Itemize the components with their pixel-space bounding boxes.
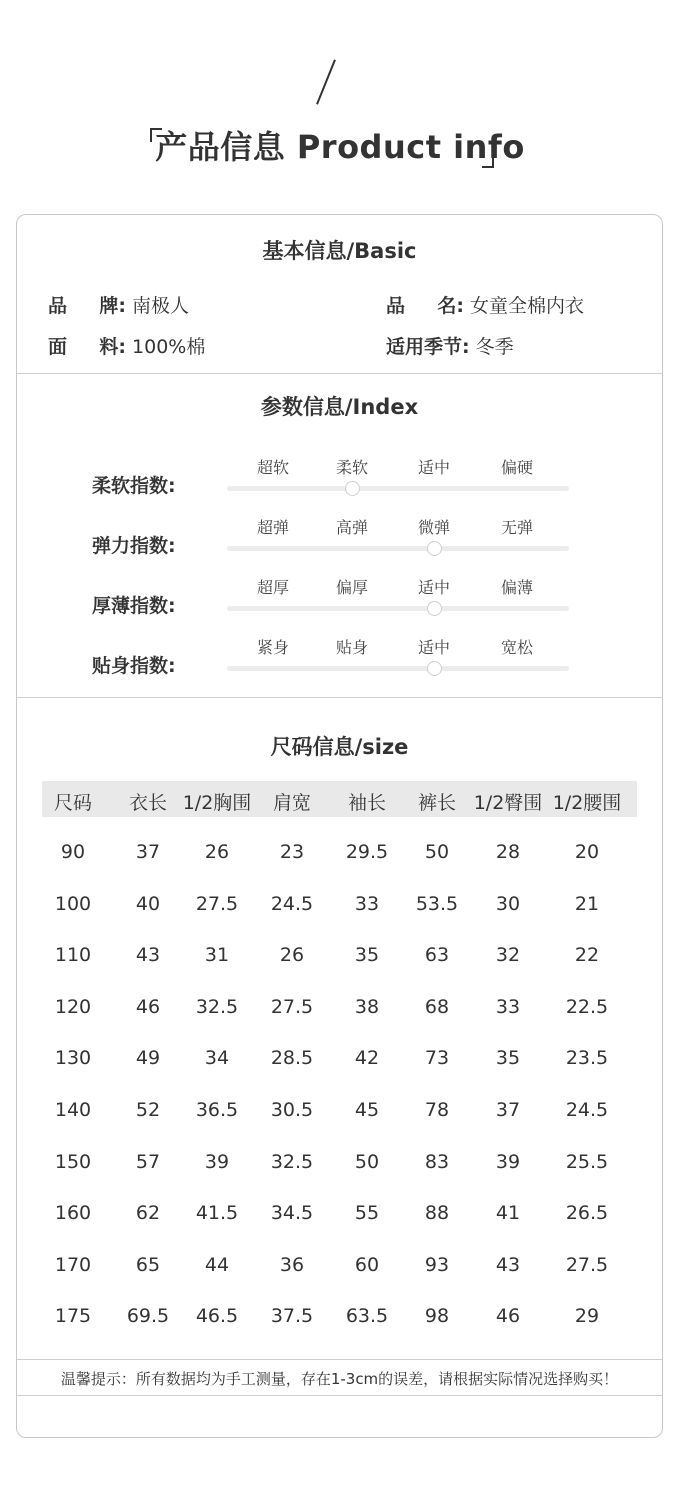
size-table-cell: 110 <box>54 944 92 966</box>
size-table-cell: 40 <box>135 893 161 915</box>
size-table-cell: 24.5 <box>270 893 314 915</box>
product-name-label: 品 名: <box>386 295 464 317</box>
index-option: 适中 <box>417 458 451 477</box>
size-table-cell: 22 <box>574 944 600 966</box>
size-section-title: 尺码信息/size <box>270 735 409 759</box>
season-label: 适用季节: <box>386 336 470 358</box>
size-table-cell: 20 <box>574 841 600 863</box>
size-table-cell: 30.5 <box>270 1099 314 1121</box>
brand-value: 南极人 <box>132 295 190 317</box>
size-table-cell: 26 <box>204 841 230 863</box>
size-table-cell: 130 <box>54 1047 92 1069</box>
index-slider-knob <box>427 601 442 616</box>
index-option: 适中 <box>417 578 451 597</box>
size-table-cell: 32.5 <box>195 996 239 1018</box>
size-table-cell: 45 <box>354 1099 380 1121</box>
size-table-cell: 35 <box>354 944 380 966</box>
decorative-slash <box>316 59 336 104</box>
size-table-cell: 65 <box>135 1254 161 1276</box>
product-name-row <box>386 291 584 318</box>
size-table-cell: 50 <box>354 1151 380 1173</box>
size-column-header: 1/2胸围 <box>182 792 252 814</box>
index-option: 偏厚 <box>335 578 369 597</box>
index-slider-track <box>227 666 569 671</box>
size-table-cell: 36 <box>279 1254 305 1276</box>
index-slider-knob <box>427 661 442 676</box>
size-table-cell: 41 <box>495 1202 521 1224</box>
size-table-cell: 26.5 <box>565 1202 609 1224</box>
size-table-cell: 140 <box>54 1099 92 1121</box>
size-table-cell: 22.5 <box>565 996 609 1018</box>
corner-bracket-close <box>482 154 494 168</box>
product-info-card <box>16 214 663 1438</box>
material-label: 面 料: <box>48 336 126 358</box>
index-option: 适中 <box>417 638 451 657</box>
size-table-cell: 27.5 <box>195 893 239 915</box>
index-slider-track <box>227 546 569 551</box>
product-name-value: 女童全棉内衣 <box>470 295 585 317</box>
size-table-cell: 33 <box>354 893 380 915</box>
index-slider-knob <box>427 541 442 556</box>
size-table-cell: 52 <box>135 1099 161 1121</box>
size-table-cell: 37.5 <box>270 1305 314 1327</box>
index-section-title: 参数信息/Index <box>260 395 419 419</box>
index-label: 弹力指数: <box>92 535 176 557</box>
page-title: 产品信息 Product info <box>155 128 525 166</box>
size-table-cell: 46 <box>135 996 161 1018</box>
size-table-cell: 63.5 <box>345 1305 389 1327</box>
index-slider-track <box>227 606 569 611</box>
size-column-header: 尺码 <box>53 792 93 814</box>
size-table-cell: 36.5 <box>195 1099 239 1121</box>
size-table-cell: 23.5 <box>565 1047 609 1069</box>
size-table-cell: 63 <box>424 944 450 966</box>
index-option: 高弹 <box>335 518 369 537</box>
index-option: 柔软 <box>335 458 369 477</box>
size-table-cell: 170 <box>54 1254 92 1276</box>
size-table-cell: 90 <box>60 841 86 863</box>
size-table-cell: 57 <box>135 1151 161 1173</box>
size-table-cell: 46 <box>495 1305 521 1327</box>
brand-label: 品 牌: <box>48 295 126 317</box>
size-table-cell: 68 <box>424 996 450 1018</box>
size-table-cell: 37 <box>135 841 161 863</box>
measurement-tip: 温馨提示：所有数据均为手工测量，存在1-3cm的误差，请根据实际情况选择购买！ <box>60 1370 619 1388</box>
size-table-cell: 69.5 <box>126 1305 170 1327</box>
size-table-cell: 93 <box>424 1254 450 1276</box>
material-value: 100%棉 <box>132 336 206 358</box>
index-label: 贴身指数: <box>92 655 176 677</box>
size-table-cell: 32 <box>495 944 521 966</box>
size-table-cell: 24.5 <box>565 1099 609 1121</box>
index-label: 柔软指数: <box>92 475 176 497</box>
basic-section-title: 基本信息/Basic <box>262 239 417 263</box>
section-divider <box>17 1359 662 1360</box>
section-divider <box>17 373 662 374</box>
size-table-cell: 60 <box>354 1254 380 1276</box>
section-divider <box>17 1395 662 1396</box>
size-table-cell: 41.5 <box>195 1202 239 1224</box>
size-table-cell: 25.5 <box>565 1151 609 1173</box>
size-table-cell: 26 <box>279 944 305 966</box>
size-table-cell: 29 <box>574 1305 600 1327</box>
size-column-header: 肩宽 <box>272 792 312 814</box>
size-table-cell: 32.5 <box>270 1151 314 1173</box>
size-table-cell: 73 <box>424 1047 450 1069</box>
index-option: 偏硬 <box>500 458 534 477</box>
index-option: 超弹 <box>256 518 290 537</box>
size-table-cell: 39 <box>204 1151 230 1173</box>
index-label: 厚薄指数: <box>92 595 176 617</box>
size-table-cell: 53.5 <box>415 893 459 915</box>
index-option: 宽松 <box>500 638 534 657</box>
size-table-cell: 50 <box>424 841 450 863</box>
size-column-header: 1/2臀围 <box>473 792 543 814</box>
size-table-cell: 42 <box>354 1047 380 1069</box>
size-table-cell: 83 <box>424 1151 450 1173</box>
size-table-cell: 29.5 <box>345 841 389 863</box>
size-table-cell: 21 <box>574 893 600 915</box>
size-table-cell: 28 <box>495 841 521 863</box>
index-option: 贴身 <box>335 638 369 657</box>
season-value: 冬季 <box>475 336 514 358</box>
size-table-cell: 38 <box>354 996 380 1018</box>
index-option: 紧身 <box>256 638 290 657</box>
size-table-cell: 33 <box>495 996 521 1018</box>
index-option: 微弹 <box>417 518 451 537</box>
size-table-cell: 37 <box>495 1099 521 1121</box>
size-column-header: 衣长 <box>128 792 168 814</box>
size-table-cell: 34 <box>204 1047 230 1069</box>
season-row <box>386 332 514 359</box>
size-table-cell: 39 <box>495 1151 521 1173</box>
index-option: 无弹 <box>500 518 534 537</box>
brand-row <box>48 291 189 318</box>
size-table-cell: 49 <box>135 1047 161 1069</box>
size-table-cell: 34.5 <box>270 1202 314 1224</box>
size-table-cell: 44 <box>204 1254 230 1276</box>
size-table-cell: 27.5 <box>565 1254 609 1276</box>
size-table-cell: 43 <box>495 1254 521 1276</box>
size-table-cell: 175 <box>54 1305 92 1327</box>
section-divider <box>17 697 662 698</box>
size-table-cell: 28.5 <box>270 1047 314 1069</box>
size-table-cell: 27.5 <box>270 996 314 1018</box>
size-table-cell: 150 <box>54 1151 92 1173</box>
size-table-cell: 55 <box>354 1202 380 1224</box>
size-table-cell: 35 <box>495 1047 521 1069</box>
index-slider-knob <box>345 481 360 496</box>
size-column-header: 袖长 <box>347 792 387 814</box>
size-column-header: 1/2腰围 <box>552 792 622 814</box>
material-row <box>48 332 205 359</box>
size-table-cell: 43 <box>135 944 161 966</box>
size-table-cell: 46.5 <box>195 1305 239 1327</box>
size-table-cell: 98 <box>424 1305 450 1327</box>
size-table-cell: 62 <box>135 1202 161 1224</box>
size-table-cell: 120 <box>54 996 92 1018</box>
size-column-header: 裤长 <box>417 792 457 814</box>
size-table-cell: 88 <box>424 1202 450 1224</box>
index-option: 超厚 <box>256 578 290 597</box>
index-option: 超软 <box>256 458 290 477</box>
size-table-cell: 160 <box>54 1202 92 1224</box>
index-slider-track <box>227 486 569 491</box>
size-table-cell: 100 <box>54 893 92 915</box>
size-table-cell: 78 <box>424 1099 450 1121</box>
size-table-cell: 31 <box>204 944 230 966</box>
size-table-cell: 23 <box>279 841 305 863</box>
index-option: 偏薄 <box>500 578 534 597</box>
size-table-cell: 30 <box>495 893 521 915</box>
